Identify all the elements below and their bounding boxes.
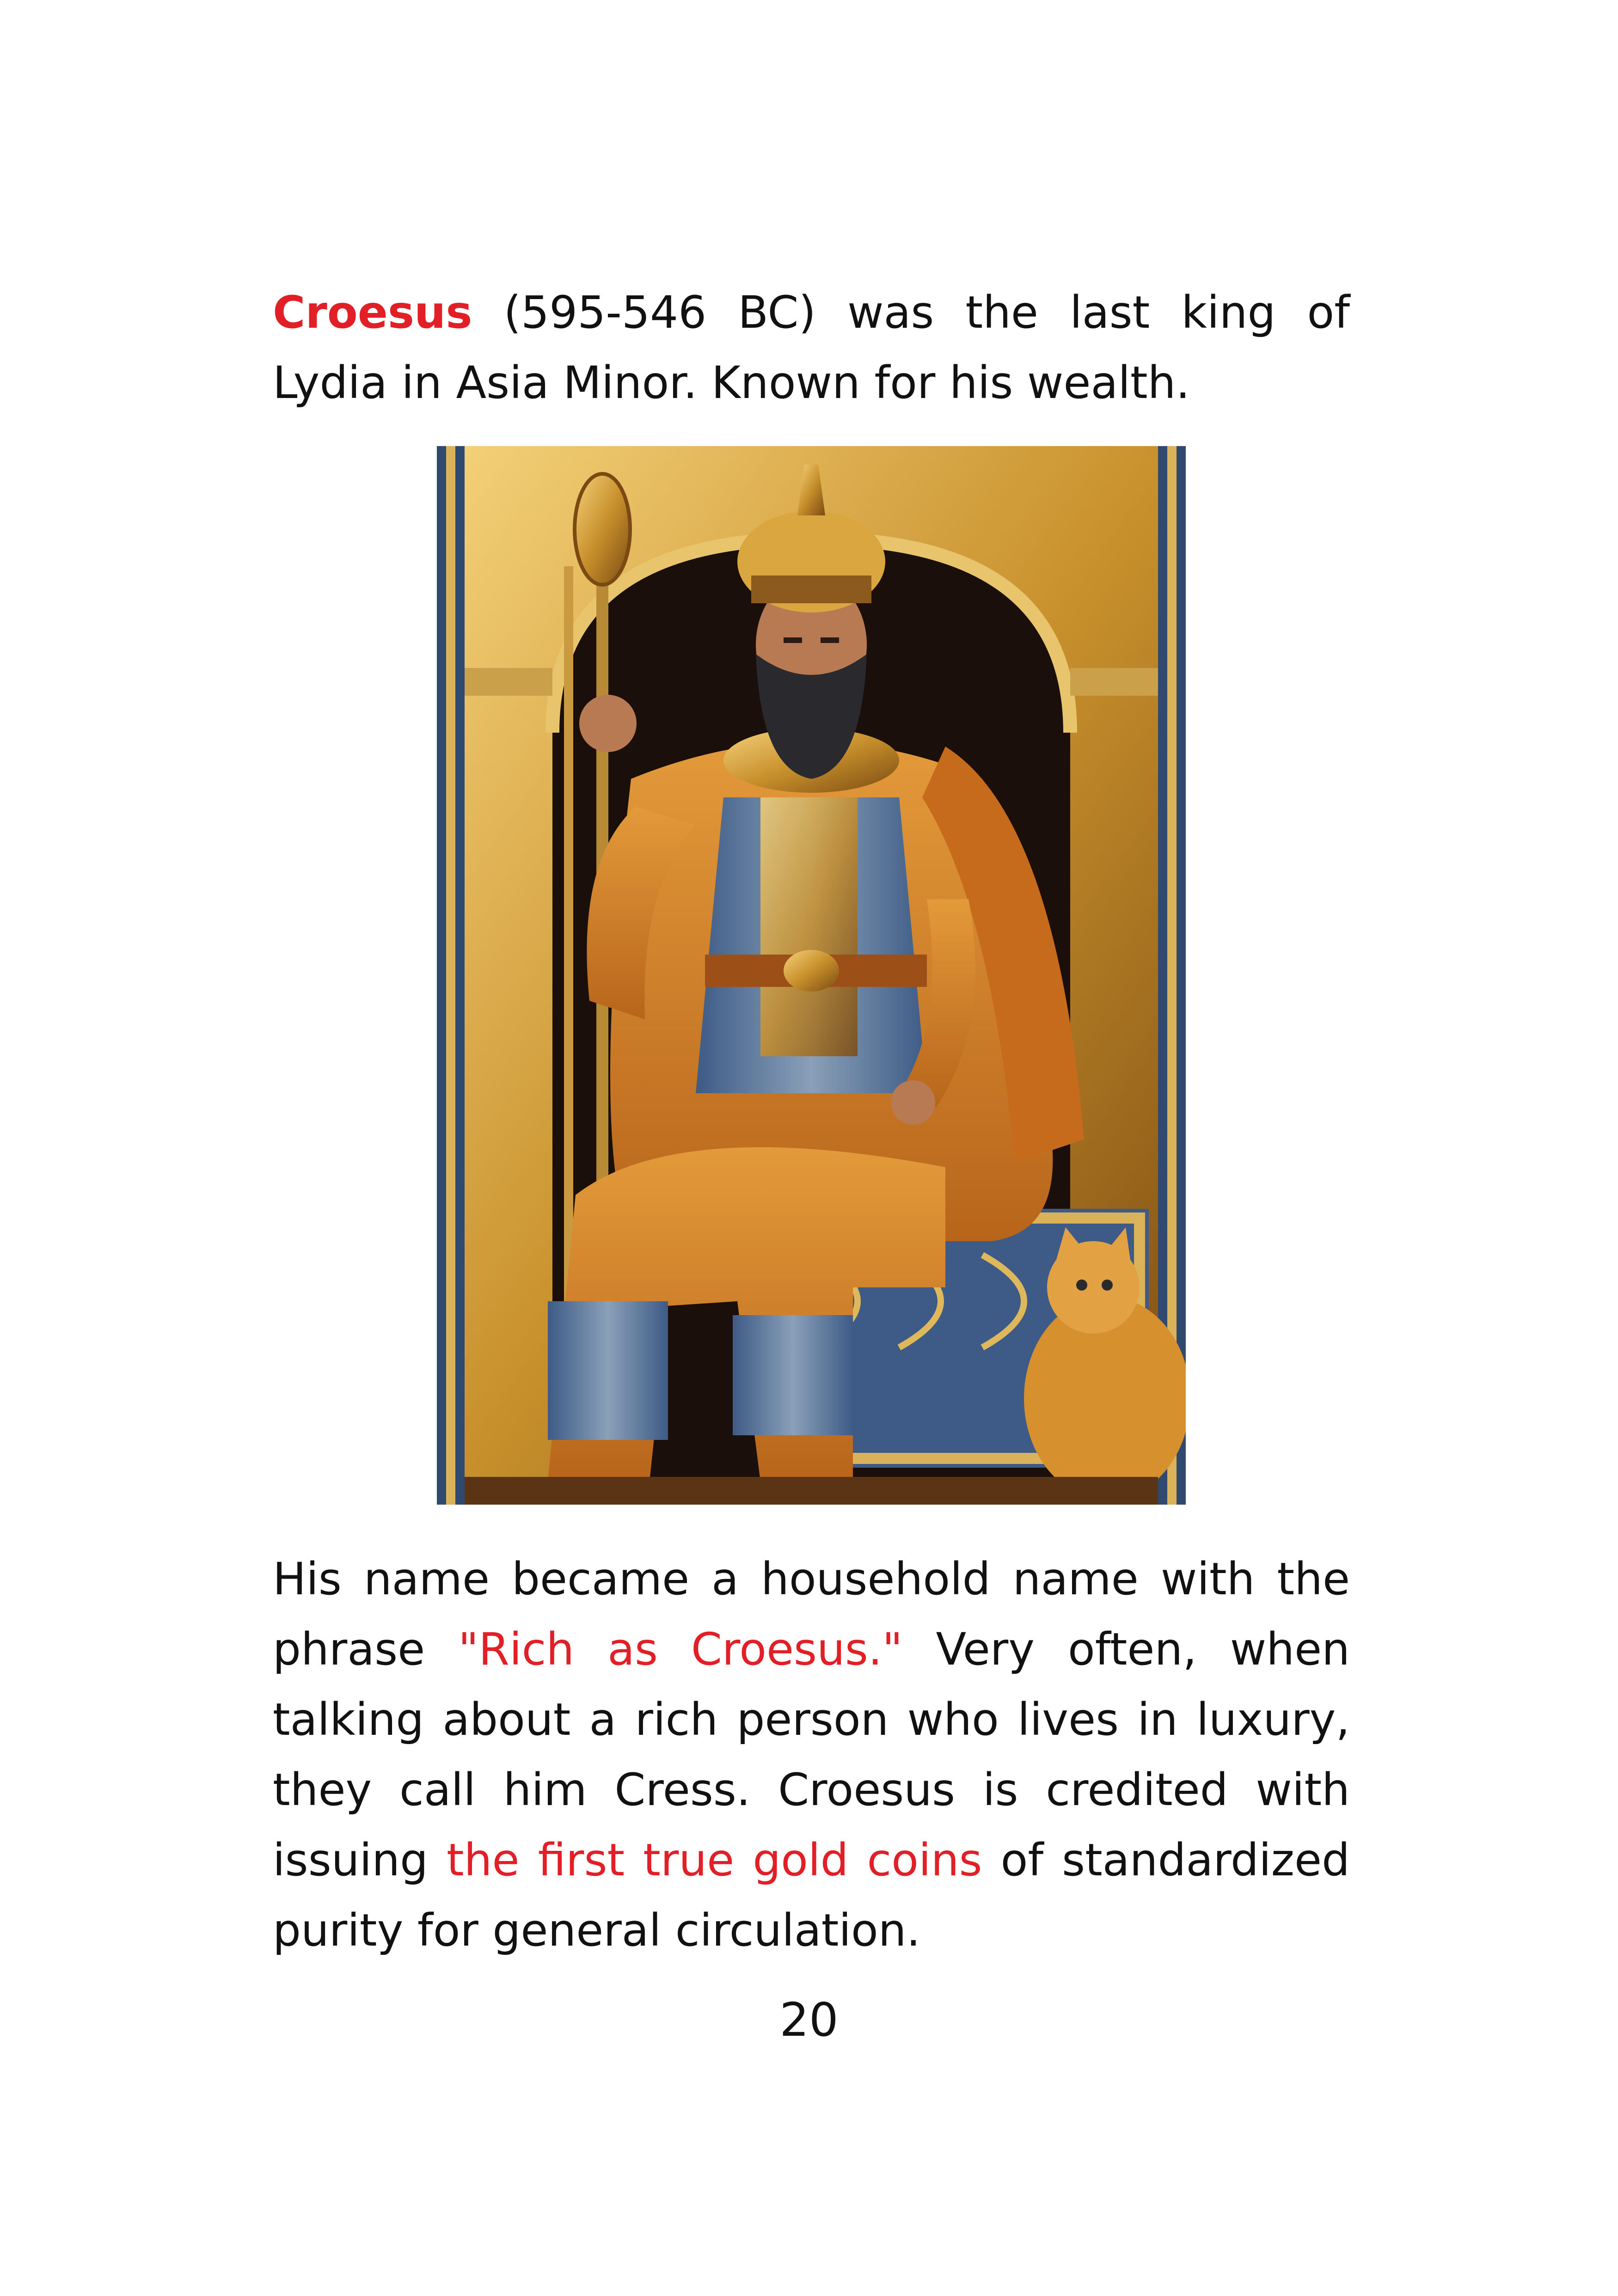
croesus-portrait (437, 446, 1186, 1505)
body-text-3: of standardized purity for general circulation. (273, 1834, 1350, 1956)
page-number: 20 (779, 1993, 839, 2047)
body-text-2: Very often, when talking about a rich person who lives in luxury, they call him Cress. Croesus is credited with issuing (273, 1623, 1350, 1886)
body-paragraph (273, 1544, 1350, 1965)
body-text-1: His name became a household name with the phrase (273, 1553, 1350, 1675)
rich-phrase: "Rich as Croesus." (458, 1623, 903, 1675)
intro-paragraph (273, 277, 1350, 418)
intro-text: (595-546 BC) was the last king of Lydia in Asia Minor. Known for his wealth. (273, 287, 1350, 409)
king-name: Croesus (273, 287, 472, 338)
gold-coins-highlight: the first true gold coins (447, 1834, 982, 1886)
